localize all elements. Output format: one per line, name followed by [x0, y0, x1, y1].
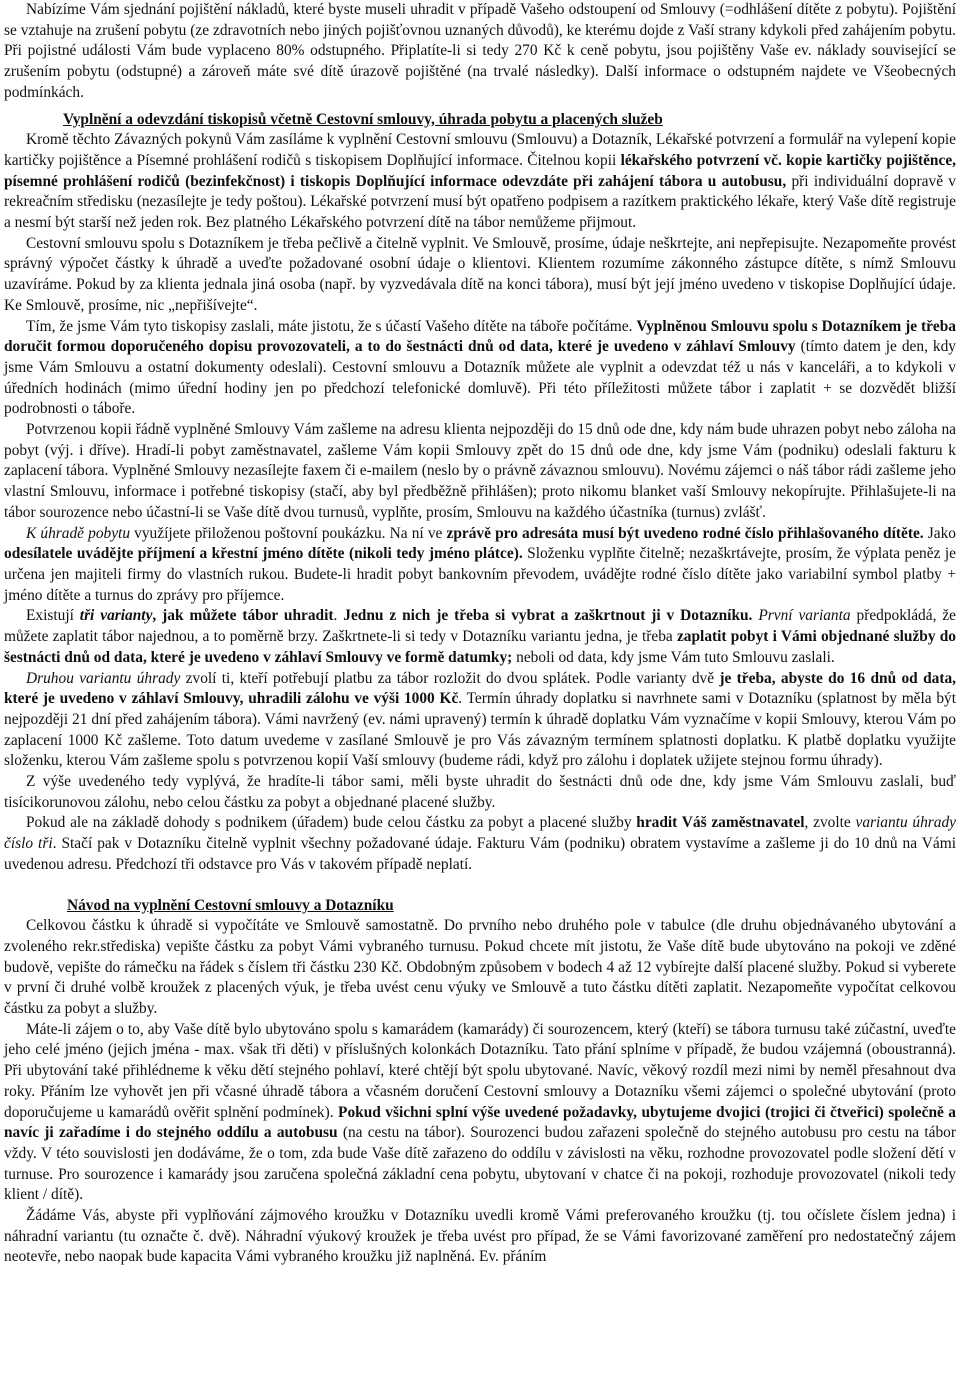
- text-segment: . Stačí pak v Dotazníku čitelně vyplnit všechny požadované údaje. Fakturu Vám (podniku) obratem vystavíme a zašleme ji do 10 dnů na Vámi uvedenou adresu. Předchozí tři odstavce pro Vás v takovém případě neplatí.: [4, 835, 956, 873]
- text-segment: Existují: [26, 607, 80, 625]
- text-segment: je třeba, abyste do 16 dnů od data, které je uvedeno v záhlaví Smlouvy, uhradili zálohu ve výši 1000 Kč: [4, 669, 956, 708]
- section-navod: [4, 916, 956, 1268]
- text-segment: variantu úhrady číslo tři: [4, 814, 956, 853]
- text-segment: odesílatele uvádějte příjmení a křestní jméno dítěte (nikoli tedy jméno plátce).: [4, 545, 523, 563]
- text-segment: Jednu z nich je třeba si vybrat a zaškrtnout ji v Dotazníku.: [343, 607, 753, 625]
- section-vyplneni: [4, 130, 956, 875]
- text-segment: Jako: [923, 524, 957, 542]
- text-segment: Složenku vyplňte čitelně; nezaškrtávejte, prosím, že výplata peněz je určena jen majiteli firmy do vlastních rukou. Budete-li hradit pobyt bankovním převodem, uvádějte rodné číslo dítěte jako variabilní symbol platby + jméno dítěte a turnus do zprávy pro příjemce.: [4, 545, 956, 604]
- paragraph: [4, 130, 956, 234]
- text-segment: Cestovní smlouvu spolu s Dotazníkem je třeba pečlivě a čitelně vyplnit. Ve Smlouvě, prosíme, údaje neškrtejte, ani nepřepisujte. Nezapomeňte provést správný výpočet částky k úhradě a uveďte požadované osobní údaje o klientovi. Klientem rozumíme zákonného zástupce dítěte, s nímž Smlouvu uzavíráme. Pokud by za klienta jednala jiná osoba (např. by vyzvedávala dítě na konci tábora), musí být její jméno uvedeno v tiskopise Doplňující údaje. Ke Smlouvě, prosíme, nic „nepřišívejte“.: [4, 234, 956, 314]
- text-segment: tři varianty: [79, 607, 153, 625]
- text-segment: První varianta: [758, 607, 851, 625]
- text-segment: Vyplněnou Smlouvu spolu s Dotazníkem je třeba doručit formou doporučeného dopisu provozovateli, a to do šestnácti dnů od data, které je uvedeno v záhlaví Smlouvy: [4, 317, 956, 356]
- text-segment: Žádáme Vás, abyste při vyplňování zájmového kroužku v Dotazníku uvedli kromě Vámi preferovaného kroužku (tj. tou očíslete číslem jedna) i náhradní variantu (tu označte č. dvě). Náhradní výukový kroužek je třeba uvést pro případ, že se Vámi favorizované zaměření pro nedostatečný zájem neotevře, nebo naopak bude kapacita Vámi vybraného kroužku již naplněná. Ev. přáním: [4, 1207, 956, 1266]
- paragraph: [4, 772, 956, 813]
- text-segment: zvolí ti, kteří potřebují platbu za tábor rozložit do dvou splátek. Podle varianty dvě: [180, 669, 720, 687]
- text-segment: Tím, že jsme Vám tyto tiskopisy zaslali, máte jistotu, že s účastí Vašeho dítěte na táboře počítáme.: [26, 317, 637, 335]
- text-segment: lékařského potvrzení vč. kopie kartičky pojištěnce, písemné prohlášení rodičů (bezinfekčnost) i tiskopis Doplňující informace odevzdáte při zahájení tábora u autobusu,: [4, 151, 956, 190]
- text-segment: zprávě pro adresáta musí být uvedeno rodné číslo přihlašovaného dítěte.: [446, 524, 924, 542]
- text-segment: zaplatit pobyt i Vámi objednané služby do šestnácti dnů od data, které je uvedeno v záhlaví Smlouvy ve formě datumky;: [4, 628, 957, 666]
- text-segment: Pokud všichni splní výše uvedené požadavky, ubytujeme dvojici (trojici či čtveřici) společně a navíc ji zařadíme i do stejného oddílu a autobusu: [4, 1103, 956, 1142]
- paragraph: [4, 606, 956, 668]
- text-segment: hradit Váš zaměstnavatel: [636, 814, 805, 832]
- paragraph: [4, 1020, 956, 1206]
- paragraph: [4, 420, 956, 524]
- paragraph: [4, 669, 956, 773]
- section-intro: [4, 0, 956, 104]
- text-segment: neboli od data, kdy jsme Vám tuto Smlouvu zaslali.: [512, 648, 835, 666]
- text-segment: Celkovou částku k úhradě si vypočítáte ve Smlouvě samostatně. Do prvního nebo druhého pole v tabulce (dle druhu objednávaného ubytování a zvoleného rekr.střediska) vepište částku za pobyt Vámi vybraného turnusu. Pokud chcete mít jistotu, že Vaše dítě bude ubytováno na pokoji ve zděné budově, vepište do rámečku na řádek s číslem tři částku 230 Kč. Obdobným způsobem v bodech 4 až 12 vybírejte další placené služby. Pokud si vyberete v první či druhé volbě kroužek z placených výuk, je třeba uvést cenu výuky ve Smlouvě a tuto částku dítěti zaplatit. Nezapomeňte vypočítat celkovou částku za pobyt a služby.: [4, 917, 956, 1018]
- text-segment: Kromě těchto Závazných pokynů Vám zasíláme k vyplnění Cestovní smlouvu (Smlouvu) a Dotazník, Lékařské potvrzení a formulář na vylepení kopie kartičky pojištěnce a Písemné prohlášení rodičů s tiskopisem Doplňující informace. Čitelnou kopii: [4, 131, 956, 169]
- text-segment: Z výše uvedeného tedy vyplývá, že hradíte-li tábor sami, měli byste uhradit do šestnácti dnů ode dne, kdy jsme Vám Smlouvu zaslali, buď tisícikorunovou zálohu, nebo celou částku za pobyt a objednané placené služby.: [4, 773, 956, 811]
- text-segment: K úhradě pobytu: [26, 524, 131, 542]
- heading-navod: Návod na vyplnění Cestovní smlouvy a Dotazníku: [67, 896, 394, 914]
- text-segment: (na cestu na tábor). Sourozenci budou zařazeni společně do stejného autobusu pro cestu na tábor vždy. V této souvislosti jen dodáváme, že o tom, zda bude Vaše dítě zařazeno do oddílu v závislosti na věku, rozhodne provozovatel podle složení dětí v turnuse. Pro sourozence i kamarády jsou zaručena společná základní cena pobytu, ubytovaní v chatce či na pokoji, rozhoduje provozovatel (nikoli tedy klient / dítě).: [4, 1124, 956, 1204]
- text-segment: , jak můžete tábor uhradit: [152, 607, 334, 625]
- paragraph: [4, 524, 956, 607]
- text-segment: Máte-li zájem o to, aby Vaše dítě bylo ubytováno spolu s kamarádem (kamarády) či sourozencem, který (kteří) se tábora turnusu také zúčastní, uveďte jeho celé jméno (jejich jména - max. však tři děti) v příslušných kolonkách Dotazníku. Tato přání splníme v případě, že budou vzájemná (oboustranná). Při ubytování také přihlédneme k věku dětí stejného pohlaví, které chtějí být spolu ubytované. Navíc, věkový rozdíl mezi nimi by neměl přesahnout dva roky. Přáním lze vyhovět jen při včasné úhradě tábora a včasném doručení Cestovní smlouvy a Dotazníku všemi zájemci o společné ubytování (proto doporučujeme u kamarádů ověřit splnění podmínek).: [4, 1020, 956, 1121]
- paragraph: [4, 234, 956, 317]
- text-segment: využíjete přiloženou poštovní poukázku. Na ní ve: [130, 524, 447, 542]
- paragraph: [4, 0, 956, 104]
- text-segment: předpokládá, že můžete zaplatit tábor najednou, a to poměrně brzy. Zaškrtnete-li si tedy v Dotazníku variantu jedna, je třeba: [4, 607, 957, 646]
- text-segment: . Termín úhrady doplatku si navrhnete sami v Dotazníku (splatnost by měla být nejpozději 21 dní před zahájením tábora). Vámi navržený (ev. námi upravený) termín k úhradě doplatku Vám vyznačíme v kopii Smlouvy, kterou Vám po zaplacení 1000 Kč zašleme. Toto datum uvedeme v zasílané Smlouvě je pro Vás závazným termínem splatnosti doplatku. K platbě doplatku využijte složenku, kterou Vám zašleme spolu s potvrzenou kopií Vaší smlouvy (budeme rádi, když pro zálohu i doplatek užijete stejnou formu úhrady).: [4, 690, 956, 770]
- text-segment: Nabízíme Vám sjednání pojištění nákladů, které byste museli uhradit v případě Vašeho odstoupení od Smlouvy (=odhlášení dítěte z pobytu). Pojištění se vztahuje na zrušení pobytu (ze zdravotních nebo jiných pojišťovnou uznaných důvodů), ke kterému dojde z Vaší strany kdykoli před zahájením pobytu. Při pojistné události Vám bude vyplaceno 80% odstupného. Připlatíte-li si tedy 270 Kč k ceně pobytu, jsou pojištěny Vaše ev. náklady související se zrušením pobytu (odstupné) a zároveň máte své dítě úrazově pojištěné (na trvalé následky). Další informace o odstupném najdete ve Všeobecných podmínkách.: [4, 1, 956, 101]
- paragraph: [4, 1206, 956, 1268]
- text-segment: (tímto datem je den, kdy jsme Vám Smlouvu a ostatní dokumenty odeslali). Cestovní smlouvu a Dotazník můžete ale vyplnit a odevzdat též u nás v kanceláři, a to kdykoli v úředních hodinách (mimo úřední hodiny jen po předchozí telefonické domluvě). Při této příležitosti můžete tábor i zaplatit + se dozvědět bližší podrobnosti o táboře.: [4, 338, 956, 418]
- text-segment: .: [333, 607, 344, 625]
- paragraph: [4, 813, 956, 875]
- text-segment: Pokud ale na základě dohody s podnikem (úřadem) bude celou částku za pobyt a placené služby: [26, 814, 637, 832]
- paragraph: [4, 317, 956, 421]
- heading-vyplneni: Vyplnění a odevzdání tiskopisů včetně Cestovní smlouvy, úhrada pobytu a placených služeb: [63, 110, 663, 128]
- text-segment: Druhou variantu úhrady: [26, 669, 181, 687]
- text-segment: Potvrzenou kopii řádně vyplněné Smlouvy Vám zašleme na adresu klienta nejpozději do 15 dnů ode dne, kdy nám bude uhrazen pobyt nebo záloha na pobyt (výj. i dříve). Hradí-li pobyt zaměstnavatel, zašleme Vám kopii Smlouvy zpět do 15 dnů ode dne, kdy jsme Vám (podniku) odeslali fakturu k zaplacení tábora. Vyplněné Smlouvy nezasílejte faxem či e-mailem (neslo by o právně závaznou smlouvu). Novému zájemci o náš tábor rádi zašleme jeho vlastní Smlouvu, informace i potřebné tiskopisy (stačí, aby byl předběžně přihlášen); proto nikomu blanket vaší Smlouvy nekopírujte. Přihlašujete-li na tábor sourozence nebo účastní-li se Vaše dítě dvou turnusů, vyplňte, prosím, Smlouvu na každého účastníka (turnus) zvlášť.: [4, 421, 956, 521]
- text-segment: při individuální dopravě v rekreačním středisku (nezasílejte je tedy poštou). Lékařské potvrzení musí být opatřeno podpisem a razítkem praktického lékaře, který Vaše dítě registruje a nesmí být starší než jeden rok. Bez platného Lékařského potvrzení dítě na tábor nemůžeme přijmout.: [4, 172, 956, 232]
- text-segment: , zvolte: [804, 814, 856, 832]
- paragraph: [4, 916, 956, 1020]
